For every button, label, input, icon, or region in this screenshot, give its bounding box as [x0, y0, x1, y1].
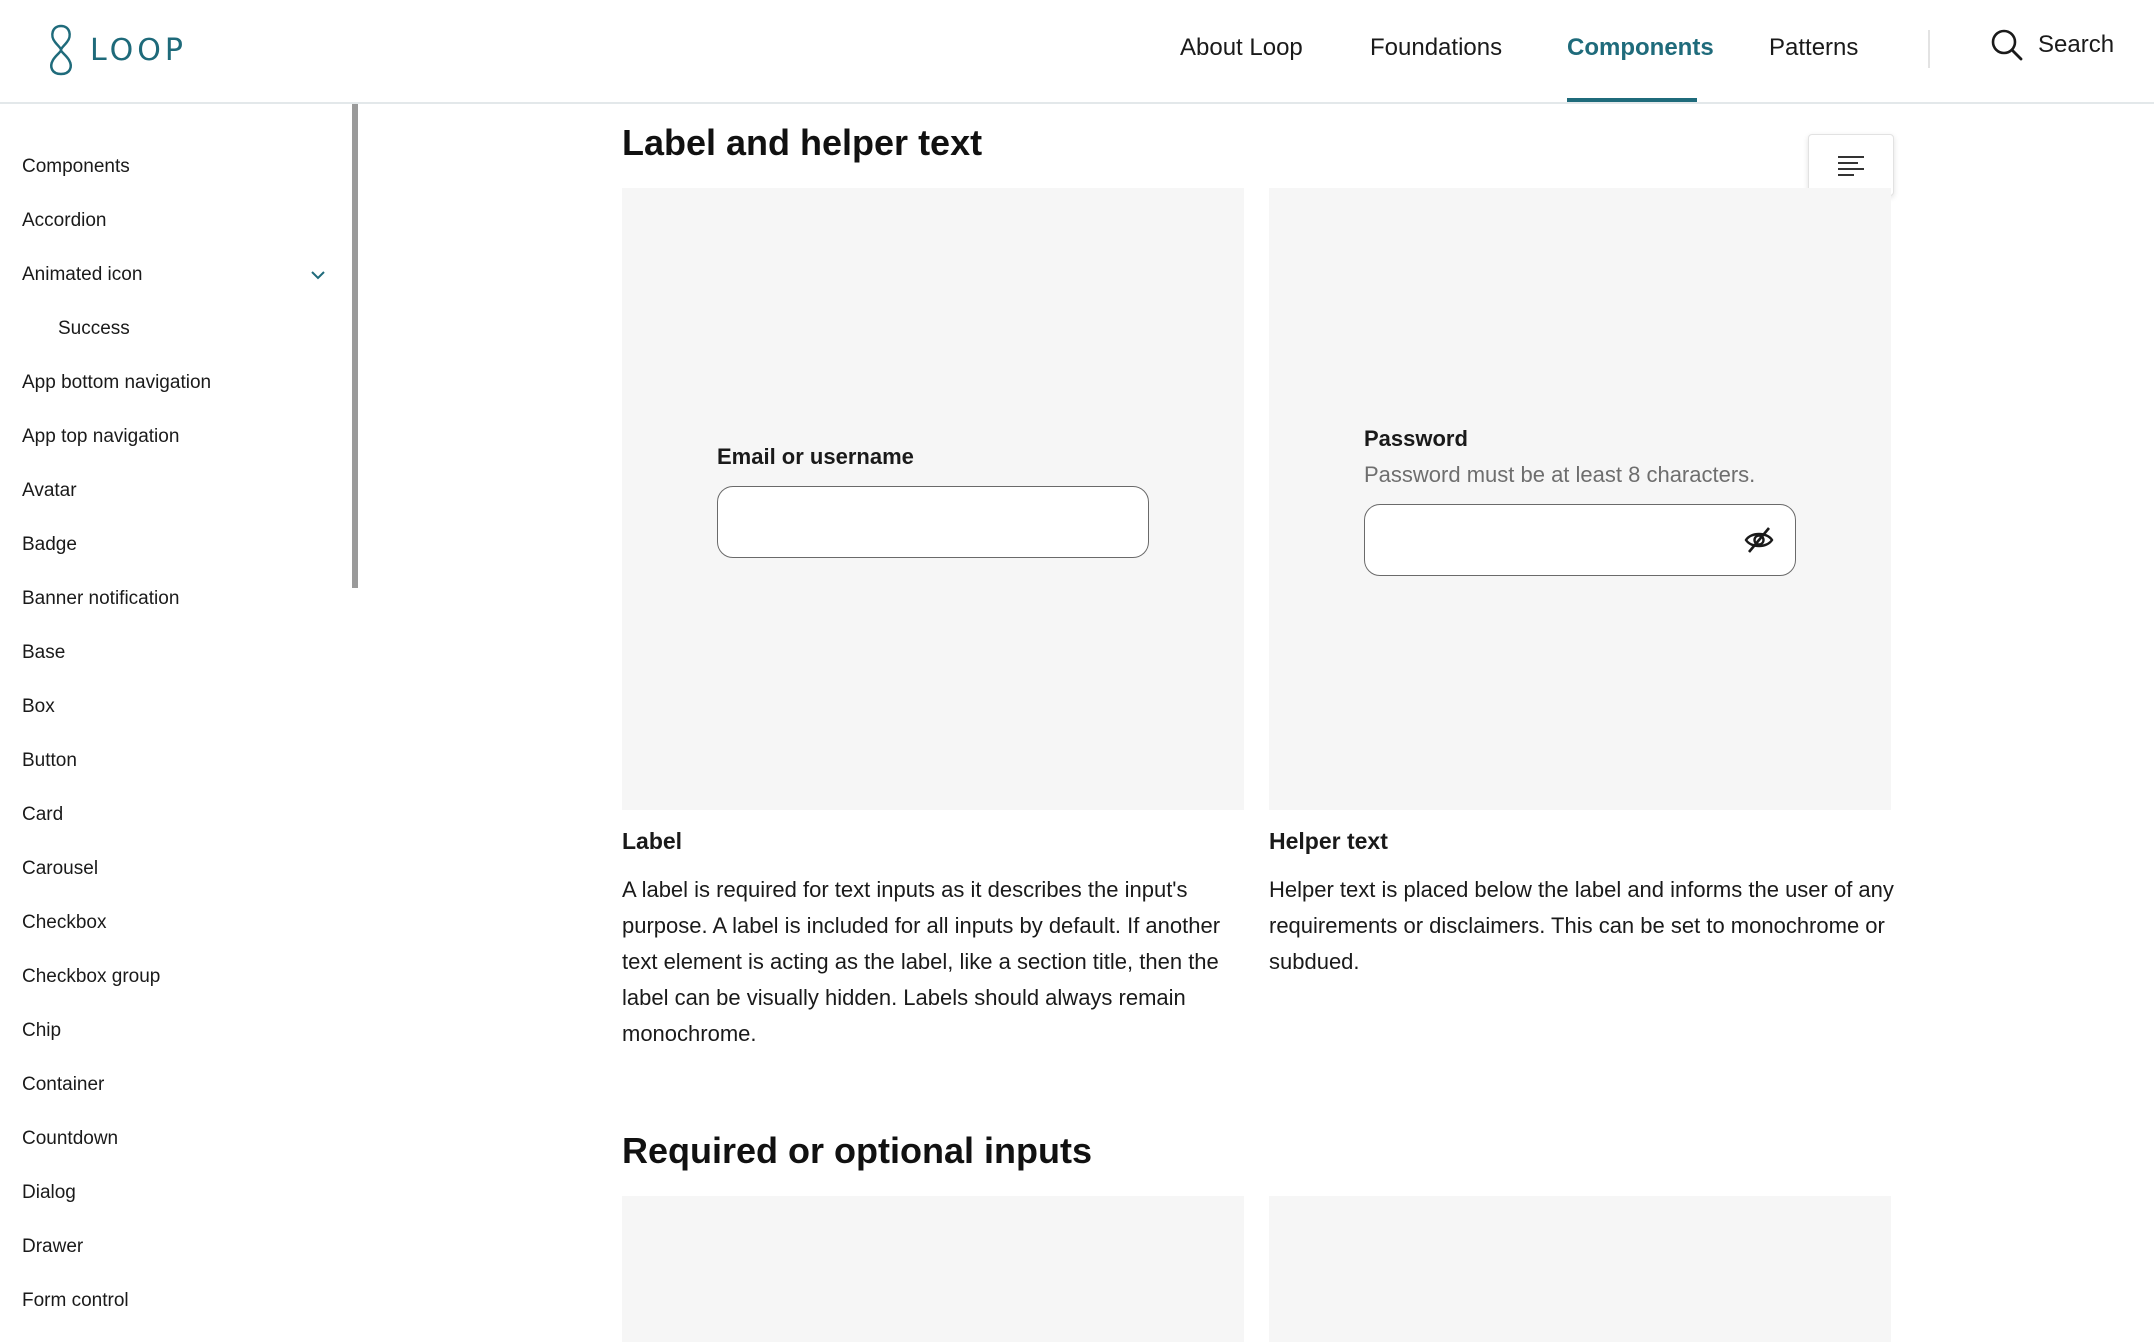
search-button[interactable]	[1990, 28, 2114, 62]
password-field-label: Password	[1364, 426, 1468, 451]
nav-patterns[interactable]: Patterns	[1769, 34, 1859, 61]
sidebar-item-carousel[interactable]: Carousel	[22, 858, 99, 879]
sidebar-item-banner-notification[interactable]: Banner notification	[22, 588, 180, 609]
demo-panel-optional	[1269, 1196, 1891, 1342]
label-description-body: A label is required for text inputs as it describes the input's purpose. A label is included for all inputs by default. If another text element is acting as the label, like a section title, then the label can be visually hidden. Labels should always remain monochrome.	[622, 877, 1221, 1046]
search-label: Search	[2038, 31, 2115, 58]
sidebar-item-app-bottom-navigation[interactable]: App bottom navigation	[22, 372, 212, 393]
sidebar-item-checkbox[interactable]: Checkbox	[22, 912, 107, 933]
sidebar-item-animated-icon[interactable]: Animated icon	[22, 264, 143, 285]
logo-text: LOOP	[90, 32, 187, 68]
helper-text-description-body: Helper text is placed below the label and informs the user of any requirements or disclaimers. This can be set to monochrome or subdued.	[1269, 877, 1894, 974]
sidebar-item-checkbox-group[interactable]: Checkbox group	[22, 966, 161, 987]
sidebar-item-dialog[interactable]: Dialog	[22, 1182, 76, 1203]
helper-text-description-title: Helper text	[1269, 828, 1388, 854]
nav-about-loop[interactable]: About Loop	[1180, 34, 1303, 61]
nav-foundations[interactable]: Foundations	[1370, 34, 1503, 61]
sidebar-item-badge[interactable]: Badge	[22, 534, 77, 555]
nav-divider	[1928, 30, 1930, 68]
loop-logo-icon	[44, 22, 78, 78]
sidebar-item-countdown[interactable]: Countdown	[22, 1128, 119, 1149]
chevron-down-icon[interactable]	[308, 268, 328, 282]
label-description-title: Label	[622, 828, 683, 854]
section-title-label-helper: Label and helper text	[622, 122, 983, 163]
email-field-label: Email or username	[717, 444, 914, 469]
sidebar-item-avatar[interactable]: Avatar	[22, 480, 77, 501]
email-input[interactable]	[717, 486, 1149, 558]
eye-off-icon[interactable]	[1743, 525, 1775, 555]
password-input[interactable]	[1364, 504, 1796, 576]
sidebar-item-box[interactable]: Box	[22, 696, 55, 717]
search-icon	[1990, 28, 2024, 62]
sidebar-item-success[interactable]: Success	[58, 318, 130, 339]
nav-components[interactable]: Components	[1567, 34, 1714, 61]
sidebar-item-drawer[interactable]: Drawer	[22, 1236, 84, 1257]
menu-lines-icon	[1836, 153, 1866, 177]
sidebar-scrollbar[interactable]	[352, 104, 358, 588]
password-helper-text: Password must be at least 8 characters.	[1364, 462, 1756, 487]
table-of-contents-button[interactable]	[1808, 134, 1894, 196]
sidebar-item-container[interactable]: Container	[22, 1074, 105, 1095]
sidebar-item-app-top-navigation[interactable]: App top navigation	[22, 426, 180, 447]
sidebar-item-components[interactable]: Components	[22, 156, 130, 177]
demo-panel-required	[622, 1196, 1244, 1342]
sidebar-item-base[interactable]: Base	[22, 642, 66, 663]
sidebar-item-button[interactable]: Button	[22, 750, 77, 771]
section-title-required-optional: Required or optional inputs	[622, 1130, 1092, 1171]
demo-panel-helper	[1269, 188, 1891, 810]
sidebar-item-chip[interactable]: Chip	[22, 1020, 62, 1041]
site-header	[0, 0, 2154, 104]
nav-active-indicator	[1567, 98, 1697, 102]
loop-logo[interactable]	[44, 20, 187, 80]
sidebar-item-card[interactable]: Card	[22, 804, 64, 825]
sidebar-item-accordion[interactable]: Accordion	[22, 210, 107, 231]
sidebar	[0, 104, 358, 1342]
sidebar-item-form-control[interactable]: Form control	[22, 1290, 129, 1311]
